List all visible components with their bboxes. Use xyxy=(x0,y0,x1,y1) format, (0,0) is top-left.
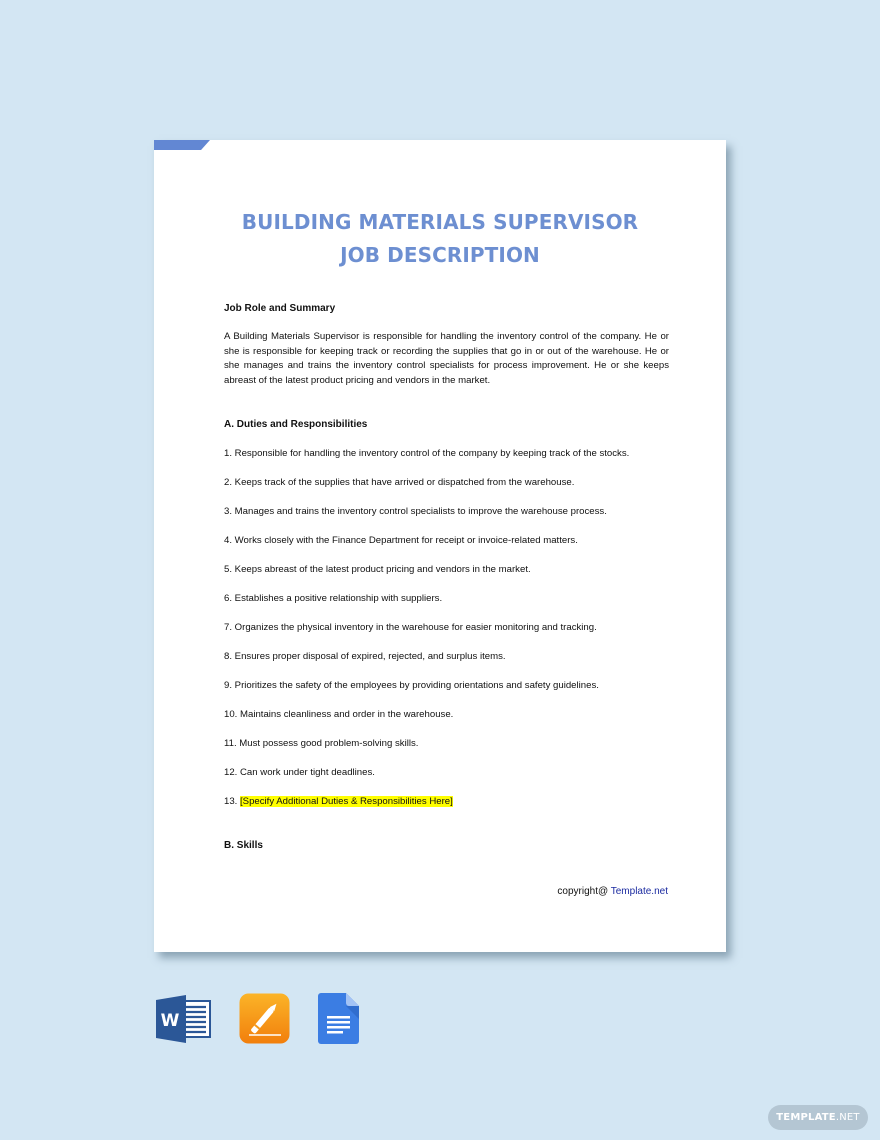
watermark-thin: .NET xyxy=(835,1112,860,1123)
document-body xyxy=(224,302,669,853)
duty-item: 7. Organizes the physical inventory in the warehouse for easier monitoring and tracking. xyxy=(224,622,597,633)
duty-13-number: 13. xyxy=(224,796,241,807)
document-page xyxy=(154,140,726,952)
duty-item-13 xyxy=(224,795,669,809)
apple-pages-icon[interactable] xyxy=(239,993,290,1049)
copyright-link[interactable]: Template.net xyxy=(610,886,668,897)
duty-item: 1. Responsible for handling the inventory control of the company by keeping track of the stocks. xyxy=(224,448,630,459)
duties-list xyxy=(224,447,669,809)
duty-item: 3. Manages and trains the inventory control specialists to improve the warehouse process. xyxy=(224,506,607,517)
svg-text:W: W xyxy=(160,1011,180,1031)
title-line-2: JOB DESCRIPTION xyxy=(340,243,540,267)
duty-item: 9. Prioritizes the safety of the employees by providing orientations and safety guidelines. xyxy=(224,680,599,691)
duty-item: 8. Ensures proper disposal of expired, rejected, and surplus items. xyxy=(224,651,506,662)
copyright-notice xyxy=(557,886,668,897)
duty-item: 11. Must possess good problem-solving skills. xyxy=(224,738,419,749)
template-net-watermark xyxy=(768,1105,868,1130)
duty-placeholder-highlight: [Specify Additional Duties & Responsibilities Here] xyxy=(240,796,453,807)
duty-item: 5. Keeps abreast of the latest product pricing and vendors in the market. xyxy=(224,564,531,575)
summary-paragraph: A Building Materials Supervisor is responsible for handling the inventory control of the company. He or she is responsible for keeping track or recording the supplies that go in or out of the warehouse. He or she manages and trains the inventory control specialists for process improvement. He or she keeps abreast of the latest product pricing and vendors in the market. xyxy=(224,331,669,386)
document-title xyxy=(154,206,726,272)
title-line-1: BUILDING MATERIALS SUPERVISOR xyxy=(241,210,639,234)
microsoft-word-icon[interactable] xyxy=(156,995,212,1048)
google-docs-icon[interactable] xyxy=(318,993,359,1049)
duty-item: 12. Can work under tight deadlines. xyxy=(224,767,375,778)
skills-heading: B. Skills xyxy=(224,840,263,851)
watermark-bold: TEMPLATE xyxy=(776,1112,836,1123)
duty-item: 10. Maintains cleanliness and order in the warehouse. xyxy=(224,709,454,720)
copyright-prefix: copyright@ xyxy=(557,886,611,897)
duty-item: 2. Keeps track of the supplies that have arrived or dispatched from the warehouse. xyxy=(224,477,575,488)
corner-tab-decoration xyxy=(154,140,210,150)
duty-item: 4. Works closely with the Finance Department for receipt or invoice-related matters. xyxy=(224,535,578,546)
duties-heading: A. Duties and Responsibilities xyxy=(224,419,368,430)
summary-heading: Job Role and Summary xyxy=(224,303,336,314)
duty-item: 6. Establishes a positive relationship with suppliers. xyxy=(224,593,443,604)
